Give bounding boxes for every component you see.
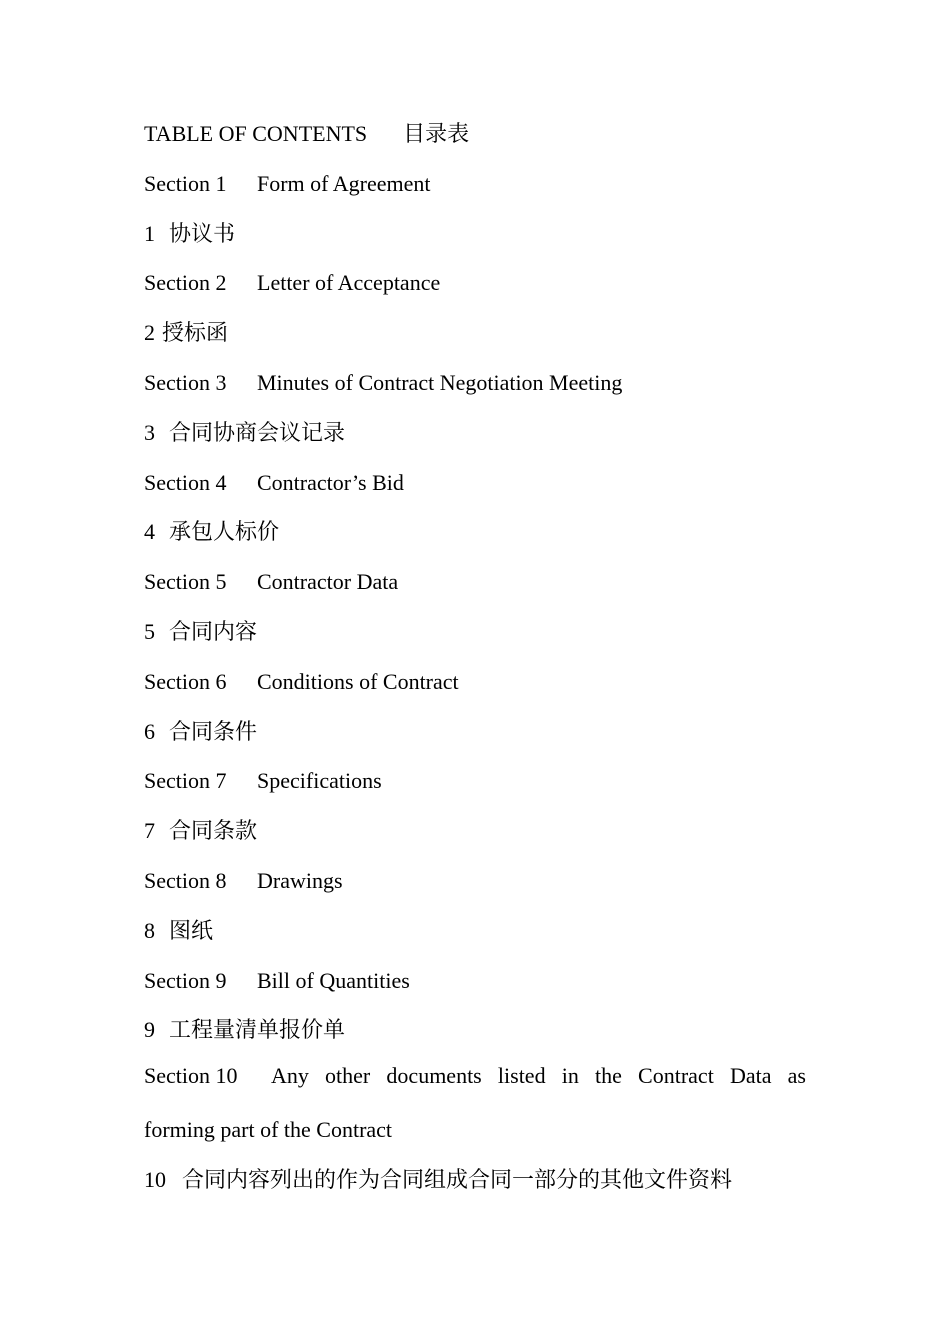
toc-entry-zh [144,416,806,466]
section-title-line-2: forming part of the Contract [144,1116,393,1142]
section-number-zh: 2 [144,320,155,346]
section-title-line-1: Any other documents listed in the Contract Data as [271,1063,806,1089]
toc-entry-en-multiline [144,1063,806,1113]
section-number: Section 4 [144,469,227,495]
section-number: Section 9 [144,967,227,993]
toc-entry-zh [144,1163,806,1213]
toc-entry-en [144,366,806,416]
section-number-zh: 4 [144,519,155,545]
section-number: Section 8 [144,867,227,893]
section-title: Form of Agreement [257,170,431,196]
toc-entry-zh [144,814,806,864]
toc-entry-en [144,964,806,1014]
section-title-zh: 合同内容 [169,618,258,644]
section-title: Drawings [257,867,343,893]
section-title-zh: 合同内容列出的作为合同组成合同一部分的其他文件资料 [182,1166,733,1192]
toc-entry-en [144,565,806,615]
toc-entry-en [144,266,806,316]
toc-title-zh: 目录表 [403,121,470,146]
table-of-contents [144,117,806,1213]
section-title: Contractor Data [257,569,399,595]
toc-entry-en [144,167,806,217]
section-title-zh: 工程量清单报价单 [169,1017,346,1043]
section-number: Section 7 [144,768,227,794]
toc-entry-zh [144,715,806,765]
toc-entry-en [144,864,806,914]
section-number-zh: 6 [144,718,155,744]
section-number-zh: 9 [144,1017,155,1043]
toc-entry-zh [144,217,806,267]
section-title-zh: 合同条款 [169,818,258,844]
toc-entry-zh [144,914,806,964]
section-number: Section 5 [144,569,227,595]
section-title: Specifications [257,768,382,794]
toc-entry-en [144,764,806,814]
section-title: Contractor’s Bid [257,469,404,495]
section-title-zh: 授标函 [162,320,229,346]
toc-entry-en [144,466,806,516]
toc-heading [144,117,806,167]
section-title-zh: 协议书 [169,220,236,246]
toc-entry-zh [144,316,806,366]
section-number: Section 2 [144,270,227,296]
toc-entry-zh [144,1013,806,1063]
section-title-zh: 合同条件 [169,718,258,744]
toc-entry-en [144,665,806,715]
section-title: Letter of Acceptance [257,270,441,296]
section-number-zh: 7 [144,818,155,844]
section-number-zh: 8 [144,917,155,943]
section-title-zh: 图纸 [169,917,214,943]
section-number: Section 3 [144,369,227,395]
section-number: Section 10 [144,1063,238,1089]
section-title-zh: 承包人标价 [169,519,280,545]
toc-entry-zh [144,515,806,565]
toc-entry-en-continuation [144,1113,806,1163]
section-number-zh: 5 [144,618,155,644]
section-number: Section 6 [144,668,227,694]
toc-entry-zh [144,615,806,665]
section-title: Conditions of Contract [257,668,459,694]
section-number-zh: 3 [144,419,155,445]
section-title: Minutes of Contract Negotiation Meeting [257,369,623,395]
section-number: Section 1 [144,170,227,196]
toc-title-en: TABLE OF CONTENTS [144,121,368,146]
section-number-zh: 1 [144,220,155,246]
section-title: Bill of Quantities [257,967,410,993]
section-title-zh: 合同协商会议记录 [169,419,346,445]
section-number-zh: 10 [144,1166,166,1192]
